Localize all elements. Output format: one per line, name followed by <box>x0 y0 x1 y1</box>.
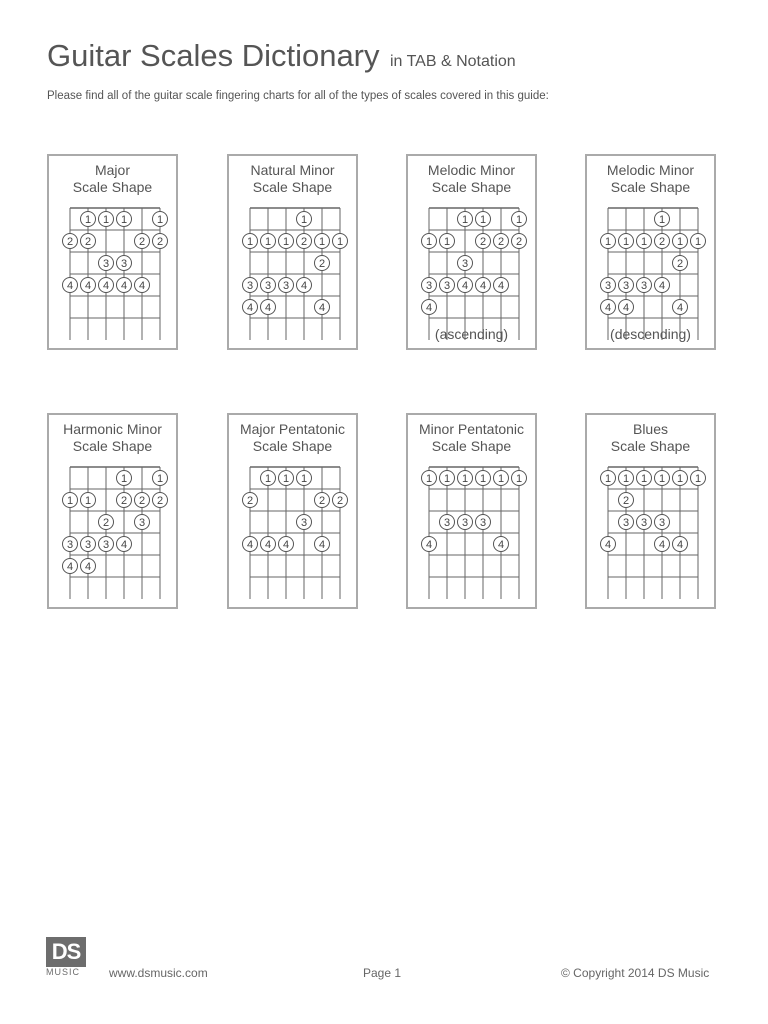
finger-number: 4 <box>264 302 272 314</box>
finger-number: 3 <box>120 258 128 270</box>
finger-dot <box>619 515 634 530</box>
finger-dot <box>601 537 616 552</box>
finger-dot <box>673 256 688 271</box>
footer-website: www.dsmusic.com <box>109 966 208 980</box>
finger-number: 1 <box>318 236 326 248</box>
finger-number: 1 <box>84 214 92 226</box>
finger-dot <box>243 234 258 249</box>
finger-dot <box>153 493 168 508</box>
finger-number: 1 <box>425 473 433 485</box>
finger-number: 1 <box>425 236 433 248</box>
finger-dot <box>279 471 294 486</box>
finger-number: 1 <box>156 214 164 226</box>
finger-number: 4 <box>102 280 110 292</box>
chart-title-line1: Melodic Minor <box>427 162 516 178</box>
finger-number: 4 <box>461 280 469 292</box>
finger-number: 1 <box>658 473 666 485</box>
finger-number: 1 <box>282 236 290 248</box>
finger-dot <box>99 278 114 293</box>
chart-title <box>408 421 535 455</box>
chart-title <box>229 162 356 196</box>
finger-number: 3 <box>622 517 630 529</box>
finger-number: 2 <box>479 236 487 248</box>
finger-dot <box>619 493 634 508</box>
finger-dot <box>512 234 527 249</box>
finger-number: 2 <box>120 495 128 507</box>
finger-dot <box>297 234 312 249</box>
finger-number: 1 <box>676 236 684 248</box>
finger-dot <box>637 278 652 293</box>
chart-note: (ascending) <box>434 326 509 342</box>
finger-number: 1 <box>479 473 487 485</box>
finger-number: 1 <box>66 495 74 507</box>
finger-dot <box>619 300 634 315</box>
finger-dot <box>440 234 455 249</box>
finger-number: 4 <box>425 539 433 551</box>
finger-number: 1 <box>515 473 523 485</box>
finger-dot <box>476 515 491 530</box>
finger-number: 4 <box>84 561 92 573</box>
finger-dot <box>494 471 509 486</box>
finger-number: 1 <box>264 473 272 485</box>
finger-dot <box>422 234 437 249</box>
finger-dot <box>601 471 616 486</box>
finger-dot <box>512 471 527 486</box>
finger-dot <box>63 559 78 574</box>
finger-number: 4 <box>497 539 505 551</box>
finger-dot <box>655 515 670 530</box>
page-subtitle: in TAB & Notation <box>389 53 516 70</box>
finger-number: 1 <box>479 214 487 226</box>
finger-number: 4 <box>246 302 254 314</box>
finger-number: 4 <box>120 280 128 292</box>
chart-title <box>49 421 176 455</box>
finger-number: 4 <box>479 280 487 292</box>
finger-number: 2 <box>318 258 326 270</box>
chart-title-line2: Scale Shape <box>431 179 512 195</box>
finger-number: 1 <box>640 473 648 485</box>
finger-dot <box>655 278 670 293</box>
finger-number: 1 <box>84 495 92 507</box>
finger-number: 2 <box>246 495 254 507</box>
finger-number: 3 <box>640 280 648 292</box>
finger-number: 1 <box>461 214 469 226</box>
finger-dot <box>315 493 330 508</box>
finger-number: 3 <box>622 280 630 292</box>
finger-number: 3 <box>604 280 612 292</box>
finger-number: 4 <box>138 280 146 292</box>
finger-dot <box>63 234 78 249</box>
finger-number: 1 <box>676 473 684 485</box>
finger-dot <box>458 256 473 271</box>
finger-dot <box>261 278 276 293</box>
finger-dot <box>422 300 437 315</box>
chart-title <box>587 421 714 455</box>
finger-number: 4 <box>246 539 254 551</box>
finger-dot <box>243 493 258 508</box>
finger-number: 4 <box>604 302 612 314</box>
finger-number: 1 <box>156 473 164 485</box>
logo-subtext: MUSIC <box>46 967 80 977</box>
chart-title-line1: Blues <box>632 421 669 437</box>
finger-number: 2 <box>336 495 344 507</box>
finger-dot <box>458 471 473 486</box>
finger-dot <box>494 234 509 249</box>
finger-number: 1 <box>694 473 702 485</box>
finger-dot <box>117 537 132 552</box>
finger-number: 4 <box>66 561 74 573</box>
intro-text: Please find all of the guitar scale fingering charts for all of the types of scales covered in this guide: <box>47 90 549 102</box>
finger-number: 2 <box>658 236 666 248</box>
finger-number: 2 <box>622 495 630 507</box>
finger-dot <box>243 537 258 552</box>
logo-mark: DS <box>46 937 86 967</box>
finger-number: 3 <box>264 280 272 292</box>
fretboard-diagram <box>601 206 705 342</box>
finger-number: 1 <box>336 236 344 248</box>
finger-number: 4 <box>658 280 666 292</box>
fretboard-diagram <box>243 465 347 601</box>
fretboard-diagram <box>63 206 167 342</box>
finger-number: 1 <box>282 473 290 485</box>
finger-dot <box>261 300 276 315</box>
finger-number: 2 <box>84 236 92 248</box>
finger-dot <box>315 537 330 552</box>
finger-dot <box>63 278 78 293</box>
finger-number: 4 <box>658 539 666 551</box>
finger-dot <box>333 493 348 508</box>
finger-dot <box>440 515 455 530</box>
finger-dot <box>601 234 616 249</box>
ds-music-logo <box>46 937 90 977</box>
chart-title-line1: Minor Pentatonic <box>418 421 525 437</box>
fretboard-diagram <box>601 465 705 601</box>
finger-dot <box>637 515 652 530</box>
scale-chart-card <box>585 413 716 609</box>
finger-dot <box>619 471 634 486</box>
finger-number: 1 <box>443 473 451 485</box>
finger-dot <box>601 300 616 315</box>
finger-dot <box>117 212 132 227</box>
finger-dot <box>673 471 688 486</box>
finger-number: 4 <box>282 539 290 551</box>
finger-dot <box>99 212 114 227</box>
finger-dot <box>153 471 168 486</box>
finger-dot <box>494 278 509 293</box>
finger-dot <box>297 212 312 227</box>
finger-number: 2 <box>497 236 505 248</box>
finger-dot <box>458 212 473 227</box>
finger-number: 1 <box>694 236 702 248</box>
finger-number: 3 <box>443 280 451 292</box>
finger-number: 3 <box>300 517 308 529</box>
finger-dot <box>153 212 168 227</box>
page-title-row <box>47 38 516 74</box>
finger-dot <box>99 537 114 552</box>
finger-number: 1 <box>120 214 128 226</box>
scale-chart-card <box>47 413 178 609</box>
finger-number: 4 <box>676 302 684 314</box>
finger-dot <box>99 256 114 271</box>
scale-chart-card <box>227 154 358 350</box>
finger-dot <box>315 256 330 271</box>
finger-dot <box>691 234 706 249</box>
finger-number: 4 <box>425 302 433 314</box>
finger-dot <box>512 212 527 227</box>
finger-dot <box>135 515 150 530</box>
finger-number: 3 <box>461 517 469 529</box>
finger-dot <box>135 234 150 249</box>
finger-number: 2 <box>156 236 164 248</box>
finger-dot <box>99 515 114 530</box>
finger-number: 4 <box>264 539 272 551</box>
finger-number: 4 <box>622 302 630 314</box>
finger-number: 4 <box>497 280 505 292</box>
finger-dot <box>279 537 294 552</box>
finger-number: 2 <box>138 236 146 248</box>
finger-number: 1 <box>461 473 469 485</box>
finger-dot <box>81 212 96 227</box>
chart-title-line2: Scale Shape <box>72 179 153 195</box>
finger-number: 3 <box>461 258 469 270</box>
chart-title-line1: Major Pentatonic <box>239 421 346 437</box>
finger-dot <box>619 278 634 293</box>
finger-number: 4 <box>66 280 74 292</box>
finger-dot <box>117 493 132 508</box>
chart-note: (descending) <box>610 326 691 342</box>
scale-chart-card <box>227 413 358 609</box>
footer-page-number: Page 1 <box>363 966 402 980</box>
finger-dot <box>655 212 670 227</box>
scale-chart-card <box>585 154 716 350</box>
finger-number: 3 <box>640 517 648 529</box>
finger-dot <box>440 471 455 486</box>
finger-dot <box>117 256 132 271</box>
finger-number: 1 <box>264 236 272 248</box>
scale-chart-card <box>47 154 178 350</box>
fretboard-diagram <box>422 465 526 601</box>
finger-number: 2 <box>66 236 74 248</box>
chart-title-line2: Scale Shape <box>72 438 153 454</box>
finger-number: 1 <box>658 214 666 226</box>
finger-dot <box>297 278 312 293</box>
chart-title-line1: Major <box>94 162 130 178</box>
finger-number: 1 <box>120 473 128 485</box>
finger-dot <box>315 234 330 249</box>
finger-number: 1 <box>604 236 612 248</box>
finger-dot <box>422 471 437 486</box>
finger-dot <box>637 471 652 486</box>
finger-number: 3 <box>138 517 146 529</box>
finger-dot <box>279 278 294 293</box>
finger-dot <box>117 278 132 293</box>
finger-dot <box>476 234 491 249</box>
finger-number: 1 <box>102 214 110 226</box>
finger-dot <box>422 278 437 293</box>
fretboard-diagram <box>63 465 167 601</box>
finger-dot <box>243 278 258 293</box>
finger-dot <box>476 471 491 486</box>
finger-dot <box>673 537 688 552</box>
finger-number: 1 <box>515 214 523 226</box>
finger-dot <box>135 493 150 508</box>
finger-number: 2 <box>318 495 326 507</box>
finger-number: 2 <box>138 495 146 507</box>
finger-number: 2 <box>102 517 110 529</box>
finger-dot <box>81 537 96 552</box>
chart-title <box>49 162 176 196</box>
finger-number: 1 <box>622 236 630 248</box>
chart-title-line1: Melodic Minor <box>606 162 695 178</box>
finger-dot <box>81 493 96 508</box>
finger-number: 2 <box>156 495 164 507</box>
chart-title <box>229 421 356 455</box>
finger-dot <box>655 537 670 552</box>
finger-dot <box>422 537 437 552</box>
footer-copyright: © Copyright 2014 DS Music <box>561 966 710 980</box>
chart-title-line2: Scale Shape <box>252 179 333 195</box>
finger-dot <box>261 471 276 486</box>
finger-number: 1 <box>443 236 451 248</box>
finger-dot <box>261 234 276 249</box>
finger-dot <box>63 537 78 552</box>
finger-dot <box>135 278 150 293</box>
finger-number: 3 <box>84 539 92 551</box>
finger-number: 4 <box>318 539 326 551</box>
finger-dot <box>333 234 348 249</box>
finger-number: 4 <box>604 539 612 551</box>
finger-number: 4 <box>676 539 684 551</box>
scale-chart-card <box>406 413 537 609</box>
finger-dot <box>458 515 473 530</box>
finger-number: 3 <box>282 280 290 292</box>
chart-title-line2: Scale Shape <box>610 179 691 195</box>
chart-title-line1: Harmonic Minor <box>63 421 162 437</box>
chart-title <box>408 162 535 196</box>
fretboard-diagram <box>243 206 347 342</box>
finger-number: 4 <box>120 539 128 551</box>
finger-number: 3 <box>102 258 110 270</box>
finger-dot <box>494 537 509 552</box>
finger-dot <box>279 234 294 249</box>
finger-dot <box>691 471 706 486</box>
finger-number: 1 <box>300 214 308 226</box>
finger-number: 3 <box>246 280 254 292</box>
finger-dot <box>637 234 652 249</box>
chart-title-line1: Natural Minor <box>250 162 335 178</box>
scale-chart-card <box>406 154 537 350</box>
finger-dot <box>63 493 78 508</box>
finger-number: 3 <box>479 517 487 529</box>
finger-dot <box>476 212 491 227</box>
finger-number: 2 <box>300 236 308 248</box>
finger-dot <box>458 278 473 293</box>
finger-dot <box>619 234 634 249</box>
finger-number: 4 <box>84 280 92 292</box>
finger-dot <box>655 471 670 486</box>
finger-dot <box>297 471 312 486</box>
finger-number: 1 <box>300 473 308 485</box>
finger-dot <box>315 300 330 315</box>
finger-dot <box>117 471 132 486</box>
finger-number: 2 <box>515 236 523 248</box>
finger-number: 4 <box>300 280 308 292</box>
chart-title-line2: Scale Shape <box>252 438 333 454</box>
page-title: Guitar Scales Dictionary <box>47 38 380 73</box>
chart-title <box>587 162 714 196</box>
finger-number: 1 <box>497 473 505 485</box>
finger-dot <box>243 300 258 315</box>
finger-number: 1 <box>640 236 648 248</box>
chart-title-line2: Scale Shape <box>431 438 512 454</box>
finger-dot <box>440 278 455 293</box>
finger-number: 4 <box>318 302 326 314</box>
finger-dot <box>153 234 168 249</box>
finger-number: 3 <box>658 517 666 529</box>
finger-number: 3 <box>102 539 110 551</box>
finger-number: 1 <box>604 473 612 485</box>
chart-title-line2: Scale Shape <box>610 438 691 454</box>
finger-dot <box>81 559 96 574</box>
finger-number: 1 <box>246 236 254 248</box>
finger-dot <box>81 234 96 249</box>
finger-dot <box>261 537 276 552</box>
finger-dot <box>81 278 96 293</box>
finger-number: 1 <box>622 473 630 485</box>
finger-dot <box>673 234 688 249</box>
finger-number: 3 <box>443 517 451 529</box>
finger-number: 3 <box>425 280 433 292</box>
finger-number: 2 <box>676 258 684 270</box>
fretboard-diagram <box>422 206 526 342</box>
finger-dot <box>673 300 688 315</box>
finger-dot <box>476 278 491 293</box>
finger-dot <box>601 278 616 293</box>
finger-dot <box>655 234 670 249</box>
finger-dot <box>297 515 312 530</box>
finger-number: 3 <box>66 539 74 551</box>
